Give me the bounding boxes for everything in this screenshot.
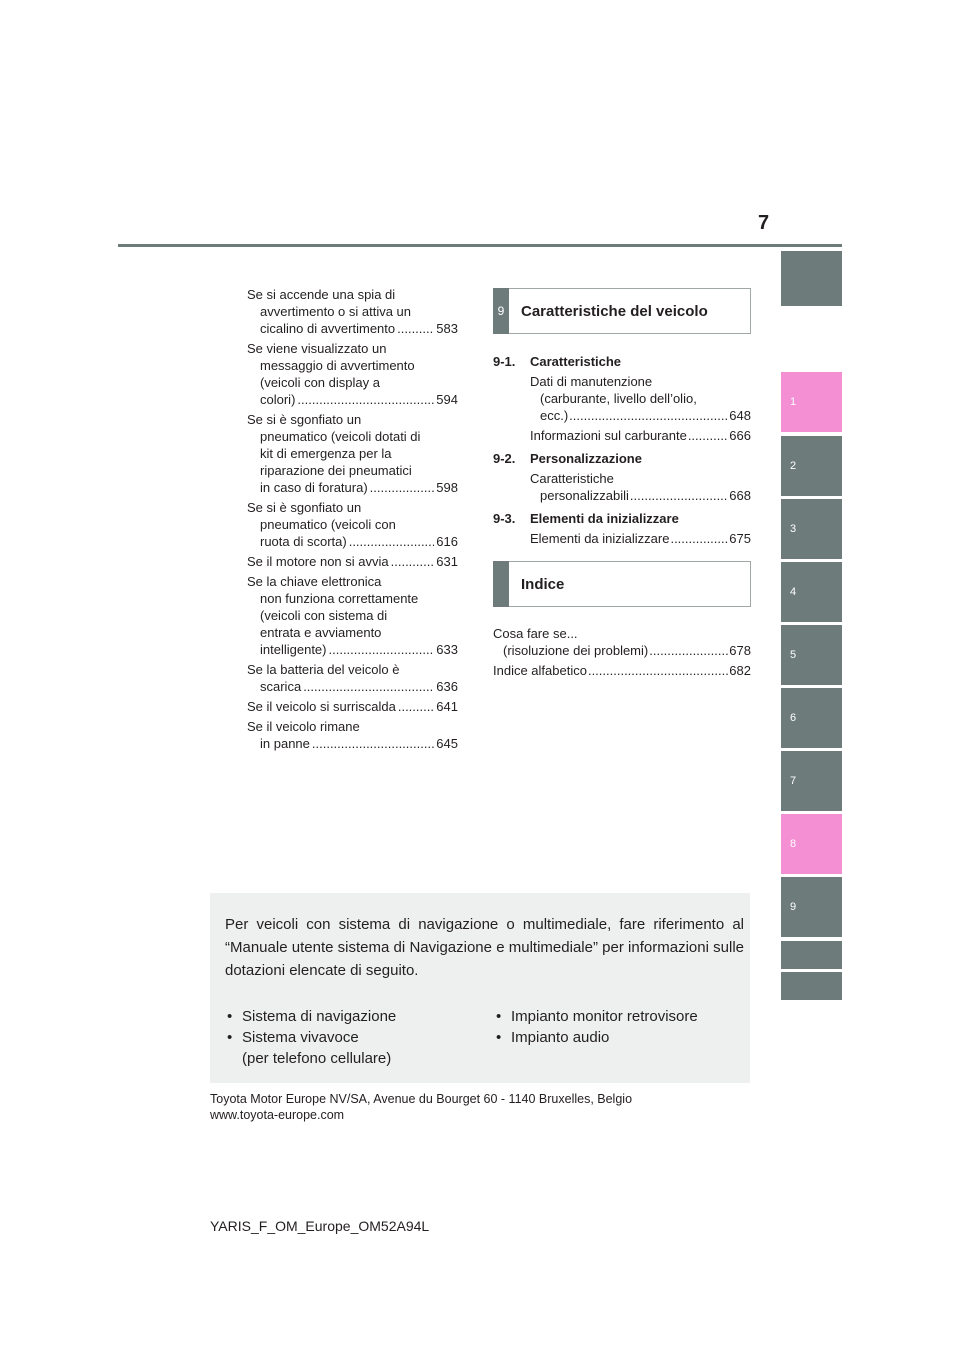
toc-entry-line: non funziona correttamente [260,591,419,606]
toc-entry-last-line [530,487,751,504]
toc-entry-line: Cosa fare se... [493,626,578,641]
chapter-tab-8[interactable]: 8 [781,814,842,874]
header-rule [118,244,842,247]
toc-entry-line: kit di emergenza per la [260,446,392,461]
toc-entry[interactable] [530,373,751,424]
toc-entry-line: Se si è sgonfiato un [247,500,362,515]
toc-entry-line: messaggio di avvertimento [260,358,415,373]
chapter-tab-blank-top[interactable] [781,251,842,306]
toc-entry-line: Dati di manutenzione [530,374,653,389]
toc-entry-page: 583 [436,321,458,336]
toc-entry-last-line [247,553,458,570]
toc-entry-page: 641 [436,699,458,714]
toc-entry-text: cicalino di avvertimento [260,321,396,336]
chapter-tab-3[interactable]: 3 [781,499,842,559]
toc-entry-page: 675 [729,531,751,546]
left-toc-column [247,286,458,755]
subsection-name: Personalizzazione [530,451,642,466]
toc-entry-line: entrata e avviamento [260,625,382,640]
note-bullet-item: • Sistema di navigazione [227,1006,396,1027]
subsection-name: Caratteristiche [530,354,622,369]
toc-entry-page: 682 [729,663,751,678]
dot-leader [349,533,435,550]
toc-entry[interactable] [247,340,458,408]
dot-leader [303,678,434,695]
toc-entry-line: pneumatico (veicoli con [260,517,396,532]
toc-entry-page: 594 [436,392,458,407]
toc-entry[interactable] [493,662,751,679]
toc-entry[interactable] [493,625,751,659]
toc-entry-page: 631 [436,554,458,569]
chapter-tab-5[interactable]: 5 [781,625,842,685]
toc-entry-page: 668 [729,488,751,503]
chapter-tab-1[interactable]: 1 [781,372,842,432]
dot-leader [630,487,728,504]
toc-entry-line: (veicoli con sistema di [260,608,388,623]
note-bullet-item: • Impianto monitor retrovisore [496,1006,698,1027]
chapter-tab-blank-b[interactable] [781,972,842,1000]
dot-leader [312,735,434,752]
toc-entry[interactable] [530,470,751,504]
chapter-tab-7[interactable]: 7 [781,751,842,811]
dot-leader [391,553,435,570]
toc-entry-text: ecc.) [540,408,569,423]
dot-leader [588,662,728,679]
dot-leader [297,391,434,408]
right-toc-column [493,288,751,679]
toc-entry-last-line [530,427,751,444]
section-9-number: 9 [493,288,509,334]
toc-entry[interactable] [247,718,458,752]
toc-entry[interactable] [247,661,458,695]
dot-leader [397,320,434,337]
toc-entry-page: 636 [436,679,458,694]
toc-entry-line: (carburante, livello dell’olio, [540,391,697,406]
subsection-code: 9-3. [493,511,516,526]
subsection-code: 9-1. [493,354,516,369]
toc-entry-text: ruota di scorta) [260,534,347,549]
subsection-heading[interactable] [493,353,751,370]
dot-leader [329,641,435,658]
toc-entry-line: Se la batteria del veicolo è [247,662,400,677]
index-section-header[interactable] [493,561,751,607]
toc-entry-text: colori) [260,392,296,407]
toc-entry[interactable] [247,573,458,658]
toc-entry-text: (risoluzione dei problemi) [503,643,649,658]
section-9-subsections [493,353,751,547]
toc-entry-line: Se il veicolo rimane [247,719,360,734]
section-9-header[interactable] [493,288,751,334]
toc-entry-last-line [530,530,751,547]
document-id: YARIS_F_OM_Europe_OM52A94L [210,1218,430,1234]
toc-entry-last-line [247,320,458,337]
index-section-marker [493,561,509,607]
toc-entry-text: Se il veicolo si surriscalda [247,699,396,714]
chapter-tab-9[interactable]: 9 [781,877,842,937]
dot-leader [670,530,728,547]
toc-entry-page: 648 [729,408,751,423]
index-section-title: Indice [521,575,565,593]
toc-entry-page: 598 [436,480,458,495]
toc-entry-line: avvertimento o si attiva un [260,304,412,319]
dot-leader [398,698,434,715]
toc-entry-page: 678 [729,643,751,658]
toc-entry[interactable] [247,411,458,496]
toc-entry-text: scarica [260,679,302,694]
page-number: 7 [758,212,770,234]
publisher-address: Toyota Motor Europe NV/SA, Avenue du Bourget 60 - 1140 Bruxelles, Belgio [210,1092,633,1106]
subsection-heading[interactable] [493,510,751,527]
toc-entry[interactable] [247,499,458,550]
toc-entry-last-line [247,391,458,408]
toc-entry-last-line [493,642,751,659]
toc-entry[interactable] [530,530,751,547]
toc-entry-last-line [247,641,458,658]
note-bullet-item: • Sistema vivavoce [227,1027,396,1048]
chapter-tab-4[interactable]: 4 [781,562,842,622]
toc-entry-page: 645 [436,736,458,751]
toc-entry-last-line [493,662,751,679]
publisher-footer [210,1091,745,1123]
section-9-title: Caratteristiche del veicolo [521,302,708,320]
subsection-heading[interactable] [493,450,751,467]
toc-entry-last-line [247,735,458,752]
chapter-tab-2[interactable]: 2 [781,436,842,496]
index-entries [493,625,751,679]
note-bullet-continuation: (per telefono cellulare) [242,1050,392,1067]
publisher-website[interactable]: www.toyota-europe.com [210,1108,345,1122]
toc-entry-last-line [247,479,458,496]
note-bullets-left [227,1006,396,1069]
chapter-tab-blank-a[interactable] [781,941,842,969]
dot-leader [370,479,435,496]
toc-entry-last-line [247,533,458,550]
toc-entry-page: 666 [729,428,751,443]
toc-entry-text: personalizzabili [540,488,629,503]
toc-entry-line: Se si è sgonfiato un [247,412,362,427]
toc-entry-text: Se il motore non si avvia [247,554,389,569]
toc-entry-text: in panne [260,736,310,751]
toc-entry-page: 633 [436,642,458,657]
subsection-code: 9-2. [493,451,516,466]
dot-leader [649,642,728,659]
subsection-name: Elementi da inizializzare [530,511,679,526]
toc-entry-page: 616 [436,534,458,549]
toc-entry-line: Caratteristiche [530,471,614,486]
toc-entry-line: riparazione dei pneumatici [260,463,412,478]
toc-entry-line: Se la chiave elettronica [247,574,382,589]
toc-entry-last-line [530,407,751,424]
toc-entry-text: Indice alfabetico [493,663,587,678]
toc-entry-line: (veicoli con display a [260,375,380,390]
toc-entry-text: Informazioni sul carburante [530,428,687,443]
toc-entry-text: Elementi da inizializzare [530,531,670,546]
toc-entry-line: Se viene visualizzato un [247,341,387,356]
note-bullets-right [496,1006,698,1048]
info-note-text: Per veicoli con sistema di navigazione o multimediale, fare riferimento al “Manuale utente sistema di Navigazione e multimediale” per informazioni sulle dotazioni elencate di seguito. [225,916,744,979]
toc-entry[interactable] [530,427,751,444]
toc-entry-text: intelligente) [260,642,327,657]
toc-entry[interactable] [247,698,458,715]
chapter-tab-6[interactable]: 6 [781,688,842,748]
toc-entry-line: Se si accende una spia di [247,287,396,302]
toc-entry-line: pneumatico (veicoli dotati di [260,429,421,444]
dot-leader [688,427,728,444]
info-note-box [210,893,750,1083]
toc-entry-text: in caso di foratura) [260,480,368,495]
dot-leader [569,407,728,424]
toc-entry[interactable] [247,286,458,337]
toc-entry-last-line [247,698,458,715]
toc-entry[interactable] [247,553,458,570]
toc-entry-last-line [247,678,458,695]
note-bullet-item: • Impianto audio [496,1027,698,1048]
